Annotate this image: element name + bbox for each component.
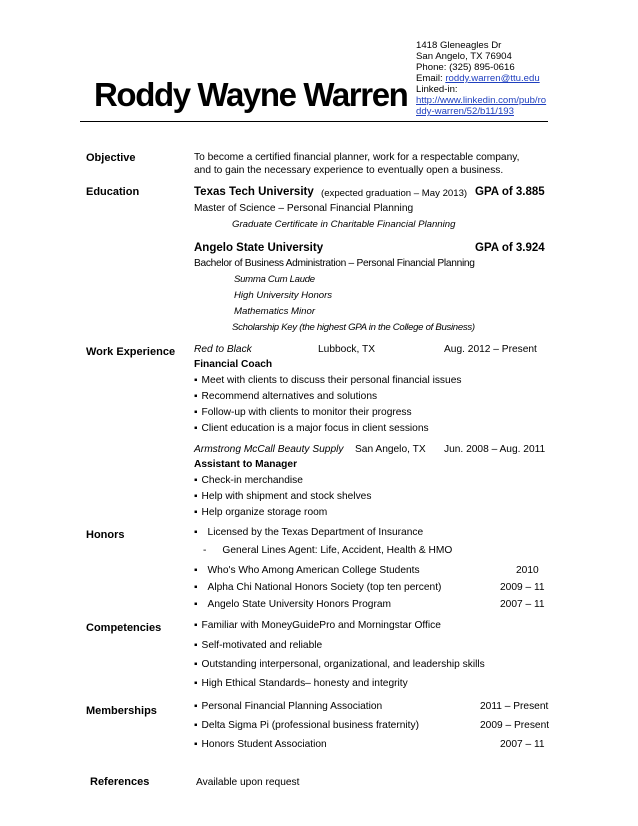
asu-honor: Scholarship Key (the highest GPA in the College of Business) <box>232 322 475 333</box>
membership-date: 2007 – 11 <box>500 739 545 750</box>
section-references: References <box>90 776 150 788</box>
honor-license-detail: - General Lines Agent: Life, Accident, Health & HMO <box>203 545 453 556</box>
job2-location: San Angelo, TX <box>355 444 426 455</box>
section-competencies: Competencies <box>86 622 162 634</box>
honor-item: ▪ Alpha Chi National Honors Society (top ten percent) <box>194 582 442 593</box>
job1-duty: ▪ Follow-up with clients to monitor their progress <box>194 407 412 418</box>
competency-item: ▪ Familiar with MoneyGuidePro and Morningstar Office <box>194 620 441 631</box>
membership-item: ▪ Delta Sigma Pi (professional business fraternity) <box>194 720 419 731</box>
linkedin-link-line2[interactable]: ddy-warren/52/b11/193 <box>416 106 514 117</box>
ttu-gpa: GPA of 3.885 <box>475 186 545 198</box>
job1-duty: ▪ Client education is a major focus in client sessions <box>194 423 429 434</box>
ttu-degree: Master of Science – Personal Financial Planning <box>194 203 414 214</box>
job1-dates: Aug. 2012 – Present <box>444 344 537 355</box>
job2-duty: ▪ Check-in merchandise <box>194 475 303 486</box>
contact-email-row <box>416 73 540 84</box>
contact-email-label: Email: <box>416 73 443 84</box>
candidate-name: Roddy Wayne Warren <box>94 76 408 113</box>
honor-item: ▪ Angelo State University Honors Program <box>194 599 392 610</box>
objective-line1: To become a certified financial planner, work for a respectable company, <box>194 152 520 163</box>
contact-address-line2: San Angelo, TX 76904 <box>416 51 512 62</box>
school-ttu: Texas Tech University <box>194 186 314 198</box>
contact-address-line1: 1418 Gleneagles Dr <box>416 40 502 51</box>
section-memberships: Memberships <box>86 705 157 717</box>
honor-date: 2009 – 11 <box>500 582 545 593</box>
honor-date: 2010 <box>516 565 539 576</box>
job2-dates: Jun. 2008 – Aug. 2011 <box>444 444 546 455</box>
job1-company: Red to Black <box>194 344 252 355</box>
competency-item: ▪ High Ethical Standards– honesty and integrity <box>194 678 408 689</box>
school-asu: Angelo State University <box>194 242 324 254</box>
contact-linkedin-label: Linked-in: <box>416 84 458 95</box>
membership-date: 2011 – Present <box>480 701 549 712</box>
honor-date: 2007 – 11 <box>500 599 545 610</box>
contact-phone: Phone: (325) 895-0616 <box>416 62 515 73</box>
asu-honor: High University Honors <box>234 290 333 301</box>
email-link[interactable]: roddy.warren@ttu.edu <box>445 73 540 84</box>
objective-line2: and to gain the necessary experience to eventually open a business. <box>194 165 504 176</box>
references-text: Available upon request <box>196 777 300 788</box>
ttu-graduation-note: (expected graduation – May 2013) <box>321 188 468 199</box>
asu-honor: Summa Cum Laude <box>234 274 315 285</box>
job2-duty: ▪ Help with shipment and stock shelves <box>194 491 371 502</box>
ttu-certificate: Graduate Certificate in Charitable Financial Planning <box>232 219 456 230</box>
job2-title: Assistant to Manager <box>194 459 298 470</box>
job2-duty: ▪ Help organize storage room <box>194 507 327 518</box>
job1-title: Financial Coach <box>194 359 273 370</box>
asu-gpa: GPA of 3.924 <box>475 242 545 254</box>
membership-date: 2009 – Present <box>480 720 550 731</box>
membership-item: ▪ Honors Student Association <box>194 739 327 750</box>
job2-company: Armstrong McCall Beauty Supply <box>194 444 344 455</box>
competency-item: ▪ Outstanding interpersonal, organizational, and leadership skills <box>194 659 485 670</box>
competency-item: ▪ Self-motivated and reliable <box>194 640 322 651</box>
header-divider <box>80 121 548 122</box>
job1-location: Lubbock, TX <box>318 344 376 355</box>
membership-item: ▪ Personal Financial Planning Association <box>194 701 382 712</box>
asu-degree: Bachelor of Business Administration – Personal Financial Planning <box>194 258 475 269</box>
asu-honor: Mathematics Minor <box>234 306 316 317</box>
linkedin-link-line1[interactable]: http://www.linkedin.com/pub/ro <box>416 95 547 106</box>
job1-duty: ▪ Recommend alternatives and solutions <box>194 391 377 402</box>
section-honors: Honors <box>86 529 125 541</box>
honor-license: ▪ Licensed by the Texas Department of Insurance <box>194 527 424 538</box>
job1-duty: ▪ Meet with clients to discuss their personal financial issues <box>194 375 461 386</box>
section-objective: Objective <box>86 152 136 164</box>
section-work-experience: Work Experience <box>86 346 176 358</box>
section-education: Education <box>86 186 140 198</box>
honor-item: ▪ Who's Who Among American College Students <box>194 565 420 576</box>
